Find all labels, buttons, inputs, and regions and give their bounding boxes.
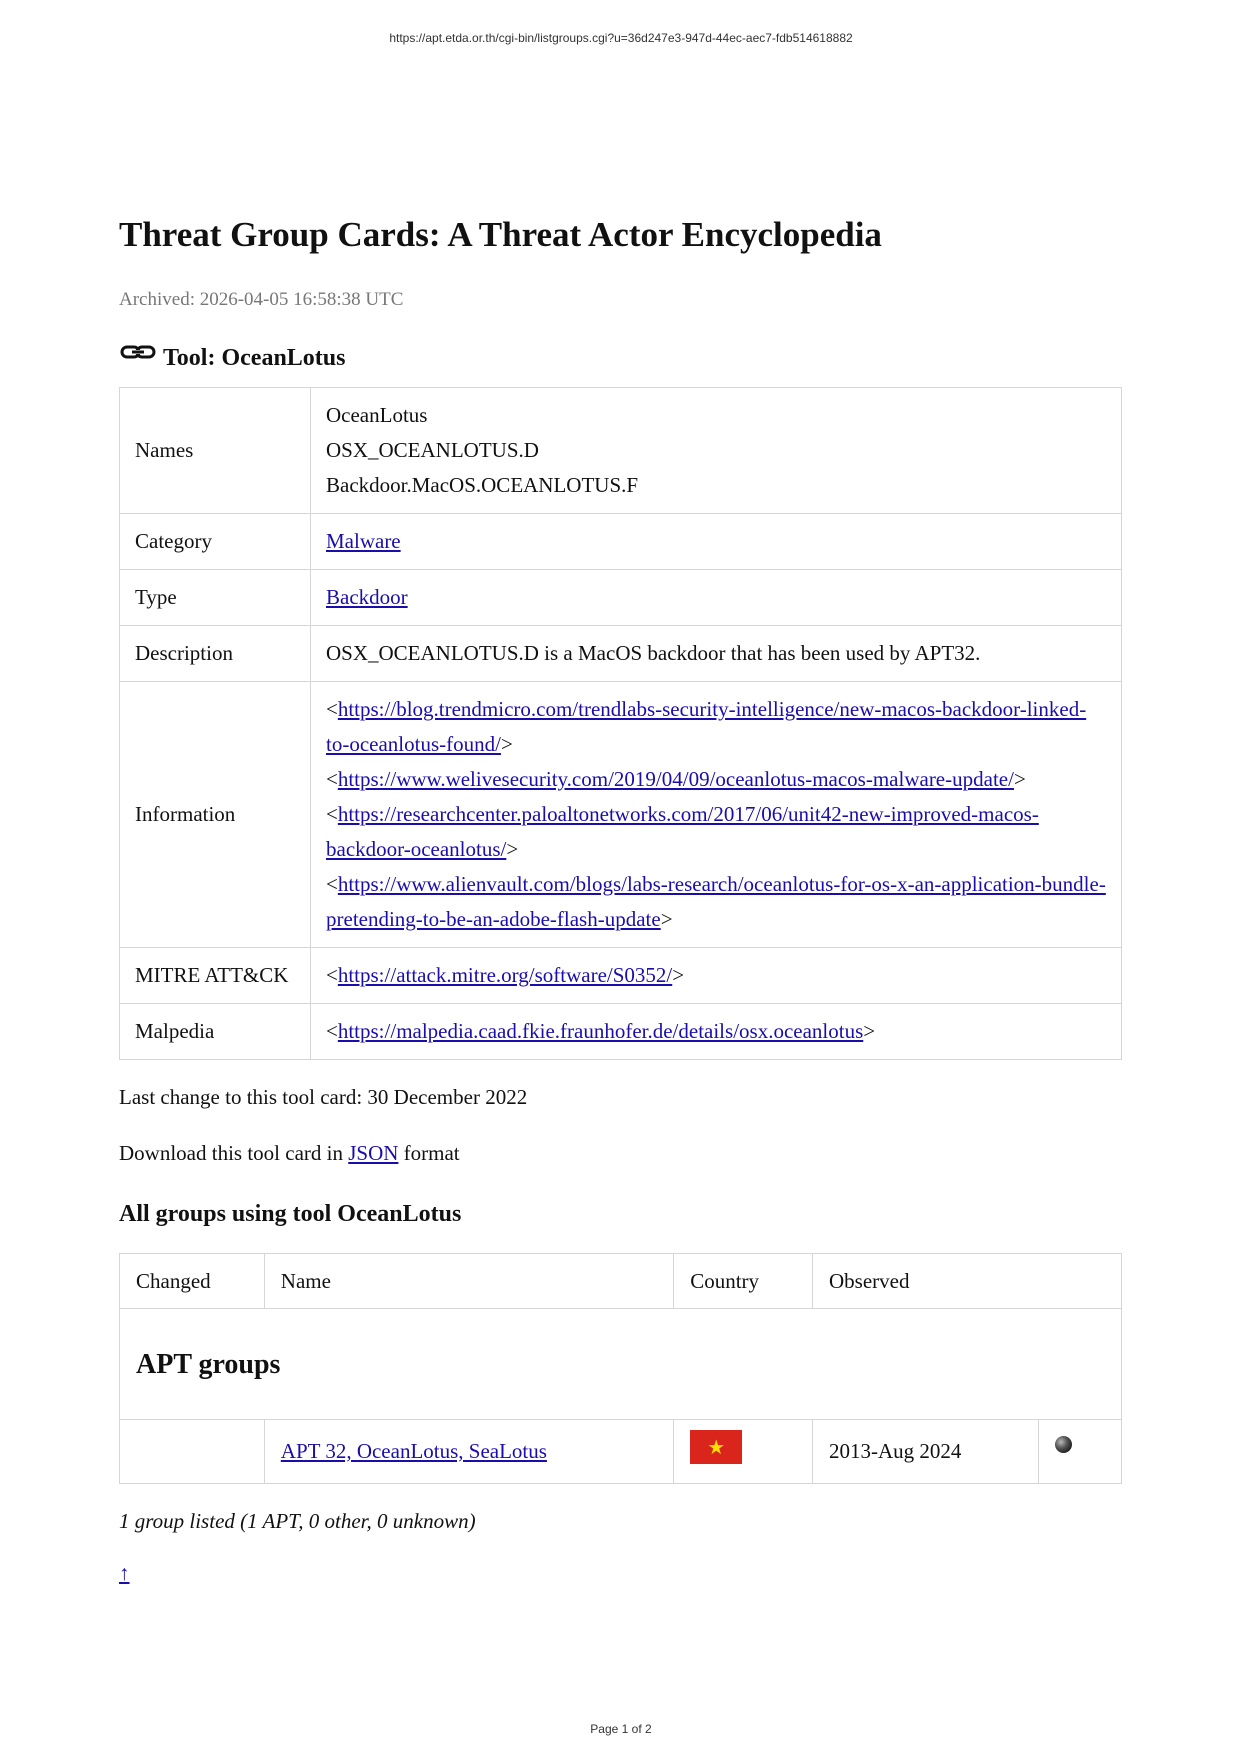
archived-timestamp: Archived: 2026-04-05 16:58:38 UTC	[119, 289, 404, 310]
malpedia-value: <https://malpedia.caad.fkie.fraunhofer.de/details/osx.oceanlotus>	[311, 1004, 1122, 1060]
description-value: OSX_OCEANLOTUS.D is a MacOS backdoor that has been used by APT32.	[311, 626, 1122, 682]
information-item: <https://www.welivesecurity.com/2019/04/09/oceanlotus-macos-malware-update/>	[326, 767, 1026, 791]
information-link[interactable]: https://blog.trendmicro.com/trendlabs-security-intelligence/new-macos-backdoor-linked-to-oceanlotus-found/	[326, 697, 1087, 756]
tool-title: Tool: OceanLotus	[163, 345, 346, 371]
table-row	[120, 1420, 1122, 1484]
information-value	[311, 682, 1122, 948]
json-download-link[interactable]: JSON	[348, 1141, 399, 1165]
column-header-name: Name	[264, 1254, 673, 1309]
information-item: <https://www.alienvault.com/blogs/labs-research/oceanlotus-for-os-x-an-application-bundle-pretending-to-be-an-adobe-flash-update>	[326, 872, 1106, 931]
groups-heading: All groups using tool OceanLotus	[119, 1201, 462, 1227]
back-to-top	[119, 1561, 1122, 1586]
information-link[interactable]: https://researchcenter.paloaltonetworks.com/2017/06/unit42-new-improved-macos-backdoor-oceanlotus/	[326, 802, 1039, 861]
vietnam-flag-icon	[690, 1430, 742, 1464]
print-header-url: https://apt.etda.or.th/cgi-bin/listgroups.cgi?u=36d247e3-947d-44ec-aec7-fdb514618882	[389, 31, 853, 45]
last-change-text: Last change to this tool card: 30 December 2022	[119, 1085, 528, 1109]
column-header-country: Country	[674, 1254, 813, 1309]
mitre-row	[120, 948, 1122, 1004]
type-row	[120, 570, 1122, 626]
link-icon	[119, 341, 157, 367]
information-item: <https://researchcenter.paloaltonetworks.com/2017/06/unit42-new-improved-macos-backdoor-oceanlotus/>	[326, 802, 1039, 861]
information-link[interactable]: https://www.welivesecurity.com/2019/04/09/oceanlotus-macos-malware-update/	[337, 767, 1014, 791]
group-link[interactable]: APT 32, OceanLotus, SeaLotus	[280, 1439, 547, 1463]
information-row	[120, 682, 1122, 948]
black-dot-icon	[1055, 1436, 1072, 1453]
type-link[interactable]: Backdoor	[326, 585, 408, 609]
description-label: Description	[120, 626, 311, 682]
names-label: Names	[120, 388, 311, 514]
status-cell	[1039, 1420, 1122, 1484]
download-suffix: format	[398, 1141, 460, 1165]
name-item: OSX_OCEANLOTUS.D	[326, 438, 539, 462]
category-row	[120, 514, 1122, 570]
main-content	[119, 212, 1122, 1586]
groups-table	[119, 1253, 1122, 1484]
malpedia-row	[120, 1004, 1122, 1060]
column-header-changed: Changed	[120, 1254, 265, 1309]
malpedia-link[interactable]: https://malpedia.caad.fkie.fraunhofer.de/details/osx.oceanlotus	[337, 1019, 864, 1043]
mitre-label: MITRE ATT&CK	[120, 948, 311, 1004]
country-cell	[674, 1420, 813, 1484]
names-value	[311, 388, 1122, 514]
groups-summary: 1 group listed (1 APT, 0 other, 0 unknown)	[119, 1509, 476, 1533]
malpedia-label: Malpedia	[120, 1004, 311, 1060]
name-item: OceanLotus	[326, 403, 428, 427]
category-label: Category	[120, 514, 311, 570]
flag-star: ★	[707, 1434, 726, 1459]
column-header-observed: Observed	[813, 1254, 1122, 1309]
page-title: Threat Group Cards: A Threat Actor Encyclopedia	[119, 215, 882, 254]
back-to-top-link[interactable]: ↑	[119, 1561, 130, 1585]
changed-cell	[120, 1420, 265, 1484]
information-label: Information	[120, 682, 311, 948]
tool-info-table	[119, 387, 1122, 1060]
type-label: Type	[120, 570, 311, 626]
description-row	[120, 626, 1122, 682]
names-row	[120, 388, 1122, 514]
section-title: APT groups	[120, 1309, 1122, 1420]
tool-heading	[119, 341, 1122, 373]
mitre-link[interactable]: https://attack.mitre.org/software/S0352/	[337, 963, 673, 987]
information-item: <https://blog.trendmicro.com/trendlabs-security-intelligence/new-macos-backdoor-linked-to-oceanlotus-found/>	[326, 697, 1087, 756]
section-row	[120, 1309, 1122, 1420]
name-item: Backdoor.MacOS.OCEANLOTUS.F	[326, 473, 639, 497]
download-prefix: Download this tool card in	[119, 1141, 349, 1165]
observed-cell: 2013-Aug 2024	[813, 1420, 1039, 1484]
page-footer: Page 1 of 2	[590, 1722, 652, 1736]
name-cell	[264, 1420, 673, 1484]
groups-header-row	[120, 1254, 1122, 1309]
download-text	[119, 1138, 1122, 1168]
information-link[interactable]: https://www.alienvault.com/blogs/labs-research/oceanlotus-for-os-x-an-application-bundle-pretending-to-be-an-adobe-flash-update	[326, 872, 1106, 931]
mitre-value: <https://attack.mitre.org/software/S0352/>	[311, 948, 1122, 1004]
category-link[interactable]: Malware	[326, 529, 401, 553]
